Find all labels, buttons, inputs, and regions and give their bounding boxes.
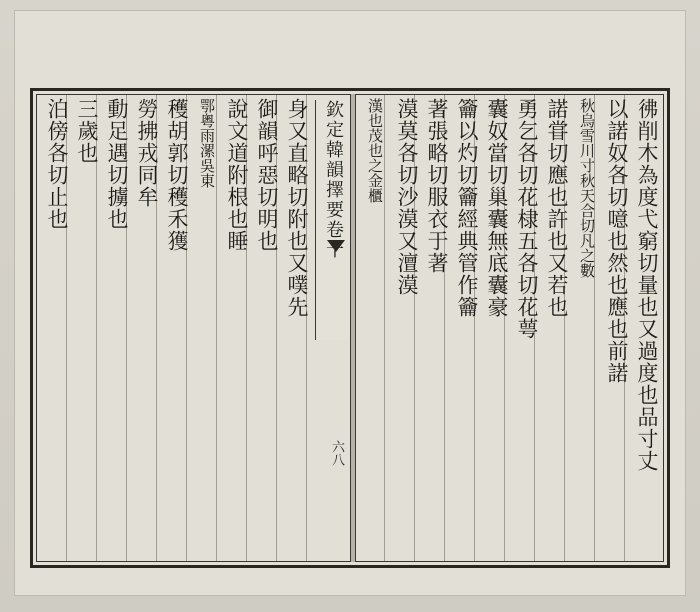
- text-column: 鄂粵雨漯吳東: [198, 98, 216, 188]
- text-column: 漢也茂也之金櫃: [366, 98, 384, 203]
- text-column: 穫胡郭切穫禾獲: [165, 98, 189, 252]
- text-column: 御韻呼惡切明也: [255, 98, 279, 252]
- text-column: 漠莫各切沙漠又澶漠: [395, 98, 419, 296]
- fish-tail-mark: [327, 240, 345, 252]
- text-column: 著張略切服衣于著: [425, 98, 449, 274]
- text-column: 說文道附根也睡: [225, 98, 249, 252]
- text-column: 動足遇切擄也: [105, 98, 129, 230]
- text-column: 身又直略切附也又噗先: [285, 98, 309, 318]
- text-column: 以諾奴各切噫也然也應也前諾: [605, 98, 629, 384]
- text-column: 秋烏雪川寸秋天合切凡之數: [578, 98, 596, 278]
- text-column: 囊奴當切巢囊無底囊豪: [485, 98, 509, 318]
- text-column: 泊傍各切止也: [45, 98, 69, 230]
- text-column: 諾甞切應也許也又若也: [545, 98, 569, 318]
- page-number: 六八: [329, 440, 344, 466]
- text-column: 彿削木為度弋窮切量也又過度也品寸丈: [635, 98, 659, 472]
- text-column: 勇乞各切花棣五各切花萼: [515, 98, 539, 340]
- text-column: 籥以灼切籥經典管作籥: [455, 98, 479, 318]
- text-column: 三歲也: [75, 98, 99, 164]
- volume-title: 欽定韓韻擇要卷十: [315, 100, 351, 340]
- text-column: 勞拂戎同牟: [135, 98, 159, 208]
